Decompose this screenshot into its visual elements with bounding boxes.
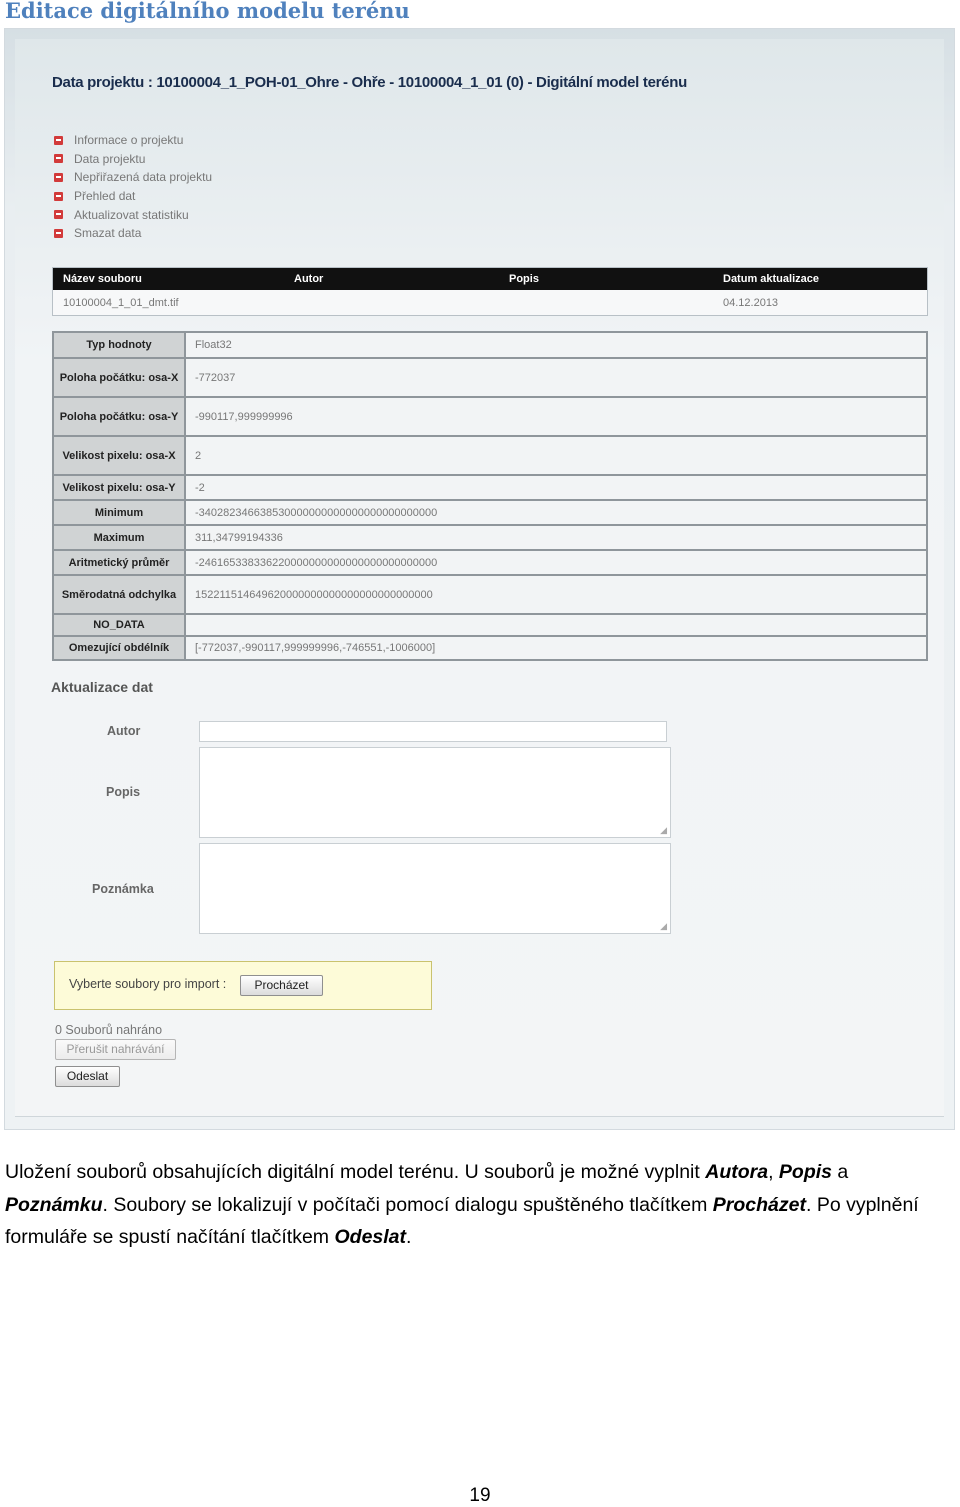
- property-row: [53, 636, 927, 660]
- menu-item-label: Aktualizovat statistiku: [74, 207, 189, 222]
- screenshot-frame: [4, 28, 955, 1130]
- raster-properties-table: [52, 331, 928, 661]
- red-arrow-bullet-icon: [54, 136, 63, 145]
- cell-date: 04.12.2013: [723, 296, 779, 309]
- submit-button[interactable]: Odeslat: [55, 1066, 120, 1087]
- property-value: -246165338336220000000000000000000000000: [185, 550, 927, 575]
- property-row: [53, 397, 927, 436]
- caption-paragraph: [5, 1156, 950, 1254]
- property-key: Velikost pixelu: osa-Y: [53, 475, 185, 500]
- property-row: [53, 436, 927, 475]
- red-arrow-bullet-icon: [54, 210, 63, 219]
- property-value: -990117,999999996: [185, 397, 927, 436]
- browse-button[interactable]: Procházet: [240, 975, 323, 996]
- page-number: 19: [469, 1485, 491, 1506]
- property-key: Směrodatná odchylka: [53, 575, 185, 614]
- property-row: [53, 500, 927, 525]
- caption-text: ,: [768, 1161, 779, 1183]
- author-label: Autor: [107, 724, 141, 738]
- property-key: NO_DATA: [53, 614, 185, 636]
- property-key: Minimum: [53, 500, 185, 525]
- property-value: 311,34799194336: [185, 525, 927, 550]
- property-value: Float32: [185, 332, 927, 358]
- caption-emphasis: Poznámku: [5, 1193, 103, 1216]
- menu-item-label: Informace o projektu: [74, 133, 184, 148]
- property-row: [53, 550, 927, 575]
- cell-filename[interactable]: 10100004_1_01_dmt.tif: [63, 296, 179, 309]
- property-key: Typ hodnoty: [53, 332, 185, 358]
- cancel-upload-button[interactable]: Přerušit nahrávání: [55, 1039, 176, 1060]
- column-header-description[interactable]: Popis: [509, 273, 539, 285]
- caption-text: a: [832, 1161, 849, 1183]
- description-textarea[interactable]: [199, 747, 671, 838]
- menu-item-delete-data[interactable]: [54, 224, 212, 243]
- description-label: Popis: [106, 785, 141, 799]
- property-key: Velikost pixelu: osa-X: [53, 436, 185, 475]
- project-title: Data projektu : 10100004_1_POH-01_Ohre - Ohře - 10100004_1_01 (0) - Digitální model terénu: [52, 74, 687, 91]
- import-label: Vyberte soubory pro import :: [69, 977, 227, 991]
- table-row[interactable]: [53, 290, 927, 315]
- property-row: [53, 332, 927, 358]
- property-value: [-772037,-990117,999999996,-746551,-1006000]: [185, 636, 927, 660]
- menu-item-project-info[interactable]: [54, 131, 212, 150]
- property-key: Aritmetický průměr: [53, 550, 185, 575]
- caption-text: Uložení souborů obsahujících digitální model terénu. U souborů je možné vyplnit: [5, 1161, 706, 1183]
- red-arrow-bullet-icon: [54, 192, 63, 201]
- property-value: -772037: [185, 358, 927, 397]
- caption-emphasis: Odeslat: [334, 1226, 407, 1248]
- caption-emphasis: Popis: [778, 1161, 833, 1183]
- property-value: 152211514649620000000000000000000000000: [185, 575, 927, 614]
- column-header-date[interactable]: Datum aktualizace: [723, 273, 819, 285]
- property-key: Maximum: [53, 525, 185, 550]
- menu-item-update-stats[interactable]: [54, 205, 212, 224]
- property-key: Omezující obdélník: [53, 636, 185, 660]
- property-row: [53, 614, 927, 636]
- menu-item-label: Smazat data: [74, 226, 142, 241]
- menu-item-label: Nepřiřazená data projektu: [74, 170, 213, 185]
- caption-emphasis: Autora: [705, 1161, 769, 1183]
- resize-grip-icon[interactable]: ◢: [660, 921, 667, 931]
- menu-item-unassigned-data[interactable]: [54, 168, 212, 187]
- caption-emphasis: Procházet: [712, 1193, 806, 1216]
- red-arrow-bullet-icon: [54, 154, 63, 163]
- caption-text: . Po vyplnění formuláře se spustí načítání tlačítkem: [5, 1193, 919, 1248]
- property-row: [53, 575, 927, 614]
- caption-text: .: [406, 1226, 412, 1248]
- property-value: 2: [185, 436, 927, 475]
- property-key: Poloha počátku: osa-X: [53, 358, 185, 397]
- project-menu: [54, 131, 212, 243]
- menu-item-project-data[interactable]: [54, 150, 212, 169]
- import-panel: [54, 961, 432, 1010]
- menu-item-data-overview[interactable]: [54, 187, 212, 206]
- app-panel: [15, 39, 944, 1117]
- resize-grip-icon[interactable]: ◢: [660, 825, 667, 835]
- property-value: -340282346638530000000000000000000000000: [185, 500, 927, 525]
- red-arrow-bullet-icon: [54, 229, 63, 238]
- property-value: -2: [185, 475, 927, 500]
- upload-status: 0 Souborů nahráno: [55, 1023, 163, 1037]
- column-header-author[interactable]: Autor: [294, 273, 324, 285]
- caption-text: . Soubory se lokalizují v počítači pomocí dialogu spuštěného tlačítkem: [102, 1193, 713, 1216]
- column-header-filename[interactable]: Název souboru: [63, 273, 142, 285]
- menu-item-label: Přehled dat: [74, 189, 136, 204]
- note-label: Poznámka: [92, 882, 154, 896]
- property-row: [53, 358, 927, 397]
- author-input[interactable]: [199, 721, 667, 742]
- menu-item-label: Data projektu: [74, 151, 146, 166]
- property-value: [185, 614, 927, 636]
- property-row: [53, 475, 927, 500]
- property-key: Poloha počátku: osa-Y: [53, 397, 185, 436]
- update-section-title: Aktualizace dat: [51, 679, 153, 695]
- red-arrow-bullet-icon: [54, 173, 63, 182]
- note-textarea[interactable]: [199, 843, 671, 934]
- document-heading: Editace digitálního modelu terénu: [5, 0, 410, 23]
- files-table-header: [53, 268, 927, 290]
- property-row: [53, 525, 927, 550]
- files-table: [52, 267, 928, 316]
